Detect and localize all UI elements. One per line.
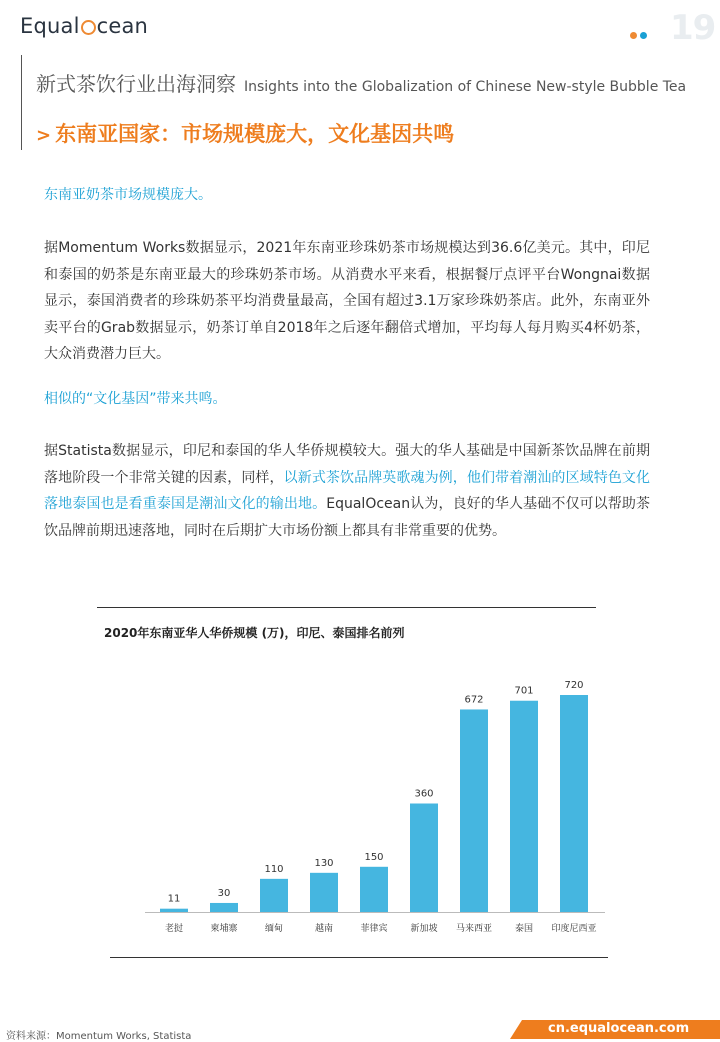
bar-6 xyxy=(460,709,488,912)
category-label-8: 印度尼西亚 xyxy=(551,924,597,934)
bar-5 xyxy=(410,804,438,913)
logo-text-right: cean xyxy=(96,14,149,38)
bar-value-label-3: 130 xyxy=(314,857,334,869)
chevron-right-icon: > xyxy=(36,125,52,146)
bar-7 xyxy=(510,701,538,912)
bar-value-label-5: 360 xyxy=(414,788,434,800)
chart-top-rule xyxy=(97,607,596,608)
subheading-market-size: 东南亚奶茶市场规模庞大。 xyxy=(44,187,212,203)
source-note: 资料来源：Momentum Works, Statista xyxy=(6,1031,192,1042)
category-label-4: 菲律宾 xyxy=(360,924,388,934)
bar-value-label-0: 11 xyxy=(167,893,181,905)
paragraph-culture-part1: 据Statista数据显示，印尼和泰国的华人华侨规模较大。强大的华人基础是中国新茶饮品牌在前期落地阶段一个非常关键的因素，同样， xyxy=(44,443,650,486)
blue-dot-icon xyxy=(640,32,647,39)
section-title-en: Insights into the Globalization of Chinese New-style Bubble Tea xyxy=(244,79,687,95)
logo-text-left: Equal xyxy=(20,14,80,38)
bar-8 xyxy=(560,695,588,912)
footer-url-link[interactable]: cn.equalocean.com xyxy=(548,1021,690,1036)
page-number: 19 xyxy=(670,8,716,48)
bar-value-label-4: 150 xyxy=(364,851,384,863)
bar-value-label-1: 30 xyxy=(217,887,231,899)
decorative-dots xyxy=(630,24,650,43)
page-heading-text: 东南亚国家：市场规模庞大，文化基因共鸣 xyxy=(55,122,455,146)
bar-value-label-2: 110 xyxy=(264,863,284,875)
paragraph-culture-part2: EqualOcean认为，良好的华人基础不仅可以帮助茶饮品牌前期迅速落地，同时在后期扩大市场份额上都具有非常重要的优势。 xyxy=(44,496,651,539)
paragraph-market: 据Momentum Works数据显示，2021年东南亚珍珠奶茶市场规模达到36.6亿美元。其中，印尼和泰国的奶茶是东南亚最大的珍珠奶茶市场。从消费水平来看，根据餐厅点评平台Wongnai数据显示，泰国消费者的珍珠奶茶平均消费量最高，全国有超过3.1万家珍珠奶茶店。此外，东南亚外卖平台的Grab数据显示，奶茶订单自2018年之后逐年翻倍式增加，平均每人每月购买4杯奶茶，大众消费潜力巨大。 xyxy=(44,240,650,362)
category-label-3: 越南 xyxy=(314,924,334,934)
paragraph-culture-highlight: 以新式茶饮品牌英歌魂为例，他们带着潮汕的区域特色文化落地泰国也是看重泰国是潮汕文化的输出地。 xyxy=(44,469,651,512)
category-label-5: 新加坡 xyxy=(410,924,438,934)
bar-chart xyxy=(140,660,610,945)
bar-0 xyxy=(160,909,188,912)
section-title xyxy=(36,68,686,97)
bar-1 xyxy=(210,903,238,912)
category-label-2: 缅甸 xyxy=(264,924,284,934)
bar-value-label-6: 672 xyxy=(464,694,484,706)
page-heading xyxy=(36,118,454,148)
section-title-cn: 新式茶饮行业出海洞察 xyxy=(36,72,236,96)
category-label-6: 马来西亚 xyxy=(455,924,493,934)
subheading-cultural-gene: 相似的“文化基因”带来共鸣。 xyxy=(44,391,227,407)
bar-value-label-7: 701 xyxy=(514,685,534,697)
category-label-7: 泰国 xyxy=(514,924,534,934)
paragraph-culture xyxy=(44,438,650,544)
vertical-divider xyxy=(21,55,22,150)
bar-3 xyxy=(310,873,338,912)
chart-title: 2020年东南亚华人华侨规模 (万)，印尼、泰国排名前列 xyxy=(104,626,405,640)
equalocean-logo xyxy=(20,14,148,38)
orange-dot-icon xyxy=(630,32,637,39)
chart-bottom-rule xyxy=(110,957,608,958)
category-label-1: 柬埔寨 xyxy=(210,924,238,934)
logo-circle-icon xyxy=(81,20,96,35)
bar-4 xyxy=(360,867,388,912)
bar-value-label-8: 720 xyxy=(564,680,584,691)
bar-2 xyxy=(260,879,288,912)
category-label-0: 老挝 xyxy=(164,924,184,934)
